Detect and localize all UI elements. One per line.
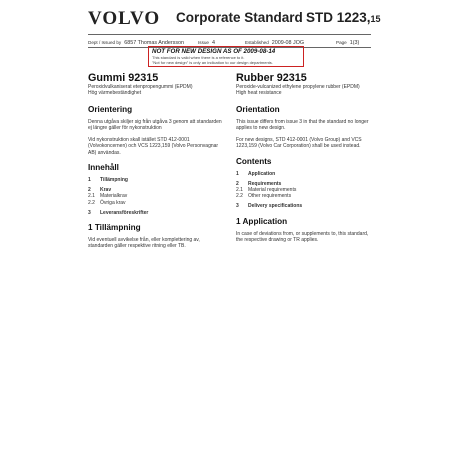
toc-number: 2.1 xyxy=(236,187,243,194)
document-number xyxy=(306,10,381,25)
issue-value: 4 xyxy=(211,40,215,46)
swedish-orientation-p2: Vid nykonstruktion skall istället STD 412-0001 (Volvokoncernen) och VCS 1223,159 (Volvo Personvagnar AB) användas. xyxy=(88,136,219,156)
swedish-section-1-heading: 1 Tillämpning xyxy=(88,223,141,233)
toc-label: Material requirements xyxy=(248,187,297,194)
swedish-table-of-contents xyxy=(88,177,223,216)
toc-number: 2.2 xyxy=(236,193,243,200)
swedish-orientation-heading: Orientering xyxy=(88,105,133,114)
english-table-of-contents xyxy=(236,171,371,210)
swedish-section-1-text: Vid eventuell avvikelse från, eller komplettering av, standarden gäller respektive ritning eller TB. xyxy=(88,237,200,250)
notice-line-1: This standard is valid when there is a reference to it. xyxy=(152,55,245,60)
issue-label: Issue xyxy=(198,40,209,45)
notice-headline: NOT FOR NEW DESIGN AS OF 2009-08-14 xyxy=(152,48,276,55)
toc-number: 2.2 xyxy=(88,199,95,206)
toc-label: Krav xyxy=(100,187,112,194)
english-orientation-p2: For new designs, STD 412-0001 (Volvo Group) and VCS 1223,159 (Volvo Car Corporation) shall be used instead. xyxy=(236,136,362,150)
dept-value: 6857 Thomas Andersson xyxy=(124,40,185,46)
toc-label: Tillämpning xyxy=(100,177,128,184)
page-field xyxy=(336,40,359,46)
english-contents-heading: Contents xyxy=(236,156,272,166)
toc-number: 3 xyxy=(88,209,91,216)
toc-label: Other requirements xyxy=(248,193,292,200)
header-rule xyxy=(88,34,371,35)
toc-label: Leveransföreskrifter xyxy=(100,209,149,216)
english-column xyxy=(236,72,371,243)
toc-number: 2.1 xyxy=(88,193,95,200)
english-subtitle-1: Peroxide-vulcanized ethylene propylene rubber (EPDM) xyxy=(236,84,360,90)
toc-label: Application xyxy=(248,170,276,177)
notice-line-2: "Not for new design" is only an indication to our design departments. xyxy=(152,60,273,65)
toc-number: 3 xyxy=(236,203,239,210)
english-orientation-heading: Orientation xyxy=(236,105,280,114)
swedish-column xyxy=(88,72,223,250)
document-number-main: STD 1223, xyxy=(306,10,371,25)
swedish-orientation-p1: Denna utgåva skiljer sig från utgåva 3 genom att standarden ej längre gäller för nykonstruktion xyxy=(88,119,222,132)
page-value: 1(3) xyxy=(349,40,360,46)
dept-label: Dept / Issued by xyxy=(88,40,122,45)
toc-number: 2 xyxy=(88,187,91,194)
swedish-subtitle-2: Hög värmebeständighet xyxy=(88,90,142,96)
swedish-contents-heading: Innehåll xyxy=(88,163,119,173)
document-type: Corporate Standard xyxy=(176,10,303,25)
not-for-new-design-notice xyxy=(148,46,304,67)
swedish-title: Gummi 92315 xyxy=(88,72,159,84)
english-subtitle-2: High heat resistance xyxy=(236,90,282,96)
toc-number: 1 xyxy=(236,170,239,177)
toc-label: Requirements xyxy=(248,180,282,187)
toc-number: 1 xyxy=(88,177,91,184)
established-label: Established xyxy=(245,40,269,45)
english-title: Rubber 92315 xyxy=(236,72,307,84)
toc-label: Delivery specifications xyxy=(248,203,303,210)
established-value: 2009-08 JOG xyxy=(271,40,305,46)
english-section-1-heading: 1 Application xyxy=(236,216,288,226)
swedish-subtitle-1: Peroxidvulkaniserat etenpropengummi (EPDM) xyxy=(88,84,193,90)
english-section-1-text: In case of deviations from, or supplements to, this standard, the respective drawing or TR applies. xyxy=(236,230,369,244)
page-label: Page xyxy=(336,40,347,45)
document-number-suffix: 15 xyxy=(370,14,381,24)
toc-label: Övriga krav xyxy=(100,199,126,206)
english-orientation-p1: This issue differs from issue 3 in that the standard no longer applies to new design. xyxy=(236,119,369,132)
toc-label: Materialkrav xyxy=(100,193,128,200)
toc-number: 2 xyxy=(236,180,239,187)
volvo-logo: VOLVO xyxy=(88,8,161,29)
